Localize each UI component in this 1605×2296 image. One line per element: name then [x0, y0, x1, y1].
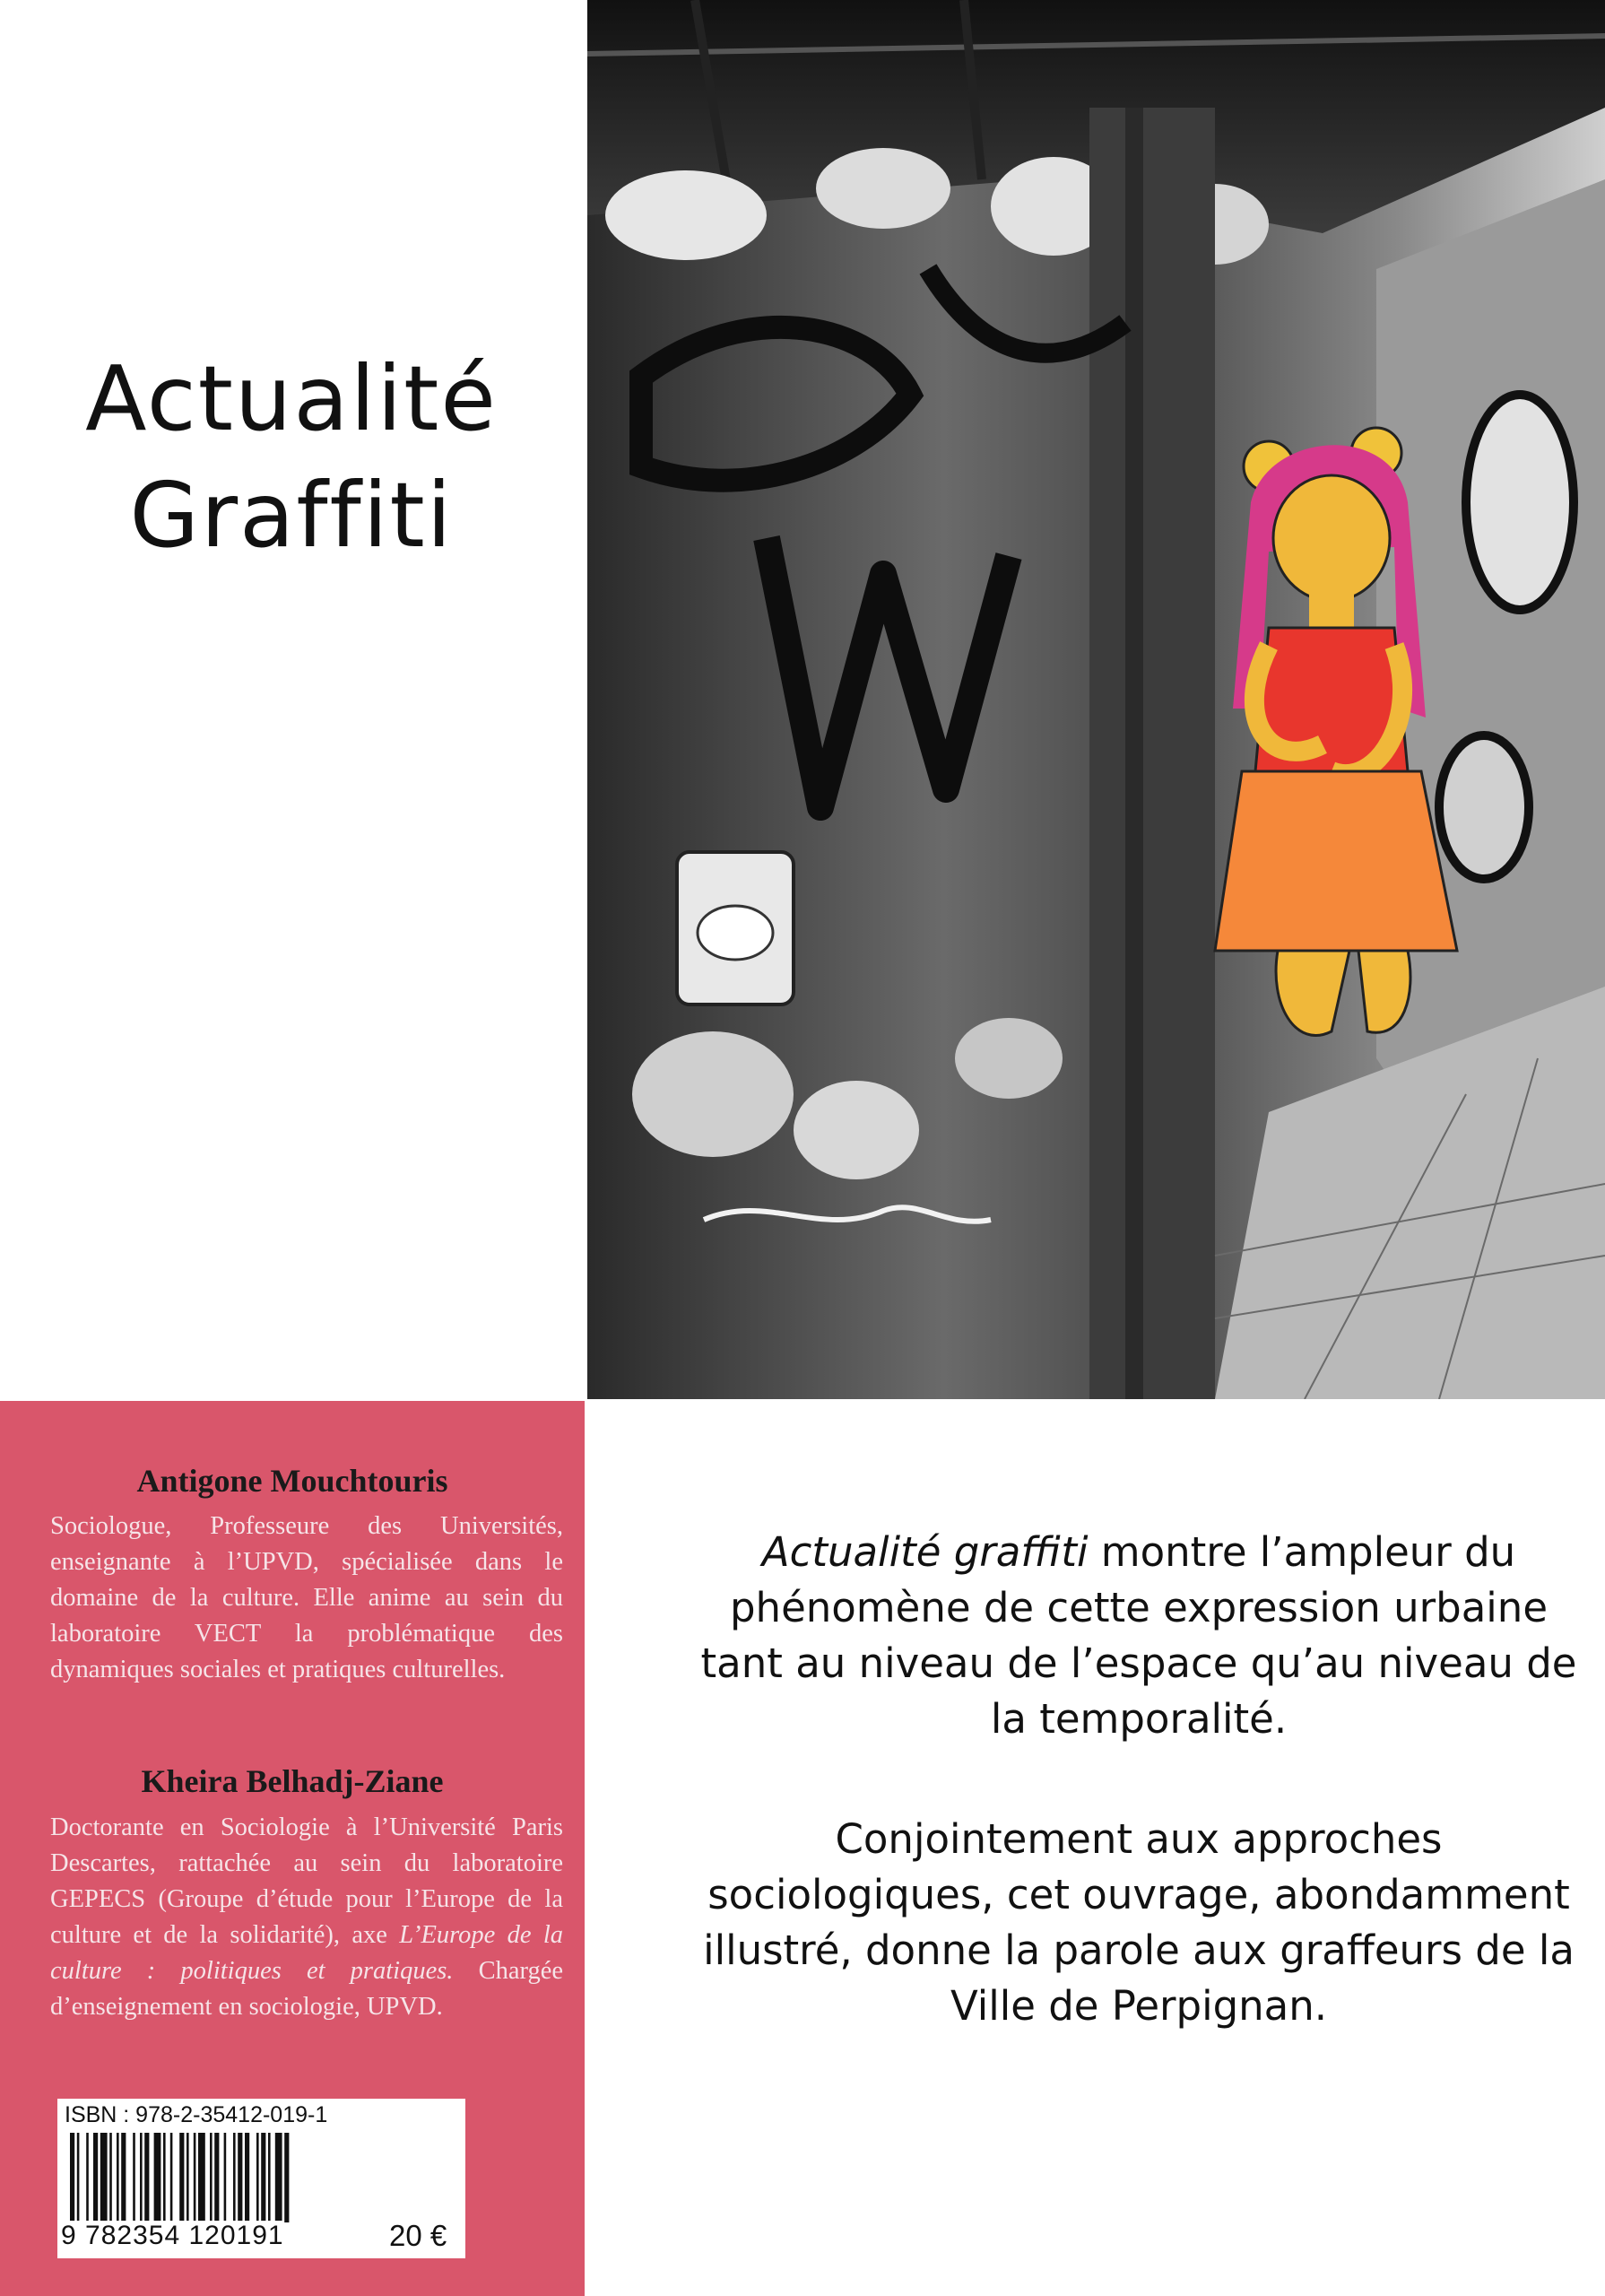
price: 20 €: [389, 2219, 447, 2252]
barcode-bar: [261, 2133, 265, 2222]
barcode-bar: [154, 2133, 161, 2222]
barcode-bar: [140, 2133, 143, 2222]
barcode-bar: [245, 2133, 249, 2222]
barcode-bar: [100, 2133, 108, 2222]
barcode-bars: [70, 2133, 375, 2222]
barcode-bar: [70, 2133, 74, 2222]
barcode-bar: [77, 2133, 80, 2222]
isbn-text: ISBN : 978-2-35412-019-1: [65, 2102, 328, 2127]
title-line-2: Graffiti: [129, 463, 454, 568]
book-title: [0, 341, 583, 574]
blurb-paragraph-1: [699, 1525, 1578, 1747]
barcode-bar: [93, 2133, 98, 2222]
barcode-bar: [144, 2133, 149, 2222]
author-bio-2-part2: Chargée d’enseignement en sociologie, UPVD.: [50, 1957, 563, 2021]
barcode-bar: [224, 2133, 227, 2222]
barcode-box: [57, 2099, 465, 2258]
barcode-bar: [163, 2133, 166, 2222]
blurb-p1-text: montre l’ampleur du phénomène de cette expression urbaine tant au niveau de l’espace qu’au niveau de la temporalité.: [700, 1528, 1577, 1743]
barcode-bar: [275, 2133, 282, 2222]
graffiti-photo-illustration: [587, 0, 1605, 1399]
title-line-1: Actualité: [85, 346, 498, 451]
barcode-bar: [256, 2133, 259, 2222]
barcode-bar: [121, 2133, 126, 2222]
blurb-title-italic: Actualité graffiti: [761, 1528, 1089, 1576]
barcode-bar: [187, 2133, 189, 2222]
barcode-bar: [214, 2133, 219, 2222]
barcode-bar: [170, 2133, 173, 2222]
blurb-paragraph-2: Conjointement aux approches sociologiques, cet ouvrage, abondamment illustré, donne la parole aux graffeurs de la Ville de Perpignan.: [703, 1815, 1575, 2030]
barcode-bar: [194, 2133, 196, 2222]
barcode-bar: [198, 2133, 205, 2222]
barcode-bar: [86, 2133, 89, 2222]
author-bio-2-italic: L’Europe de la culture : politiques et pratiques.: [50, 1921, 563, 1985]
barcode-bar: [284, 2133, 289, 2222]
barcode-bar: [233, 2133, 236, 2222]
author-name-2: Kheira Belhadj-Ziane: [141, 1763, 444, 1799]
author-bio-2: [50, 1810, 563, 2025]
barcode-bar: [117, 2133, 119, 2222]
barcode-digits: 9 782354 120191: [61, 2221, 284, 2250]
barcode-bar: [268, 2133, 271, 2222]
barcode-bar: [109, 2133, 112, 2222]
barcode-bar: [238, 2133, 242, 2222]
author-bio-1: Sociologue, Professeure des Universités, enseignante à l’UPVD, spécialisée dans le domaine de la culture. Elle anime au sein du laboratoire VECT la problématique des dynamiques sociales et pratiques culturelles.: [50, 1512, 563, 1683]
barcode-bar: [133, 2133, 135, 2222]
cover-photo: [587, 0, 1605, 1399]
author-name-1: Antigone Mouchtouris: [136, 1463, 448, 1499]
author-bio-2-part1: Doctorante en Sociologie à l’Université Paris Descartes, rattachée au sein du laboratoire GEPECS (Groupe d’étude pour l’Europe de la culture et de la solidarité), axe: [50, 1813, 563, 1949]
barcode-bar: [179, 2133, 184, 2222]
barcode-bar: [210, 2133, 213, 2222]
